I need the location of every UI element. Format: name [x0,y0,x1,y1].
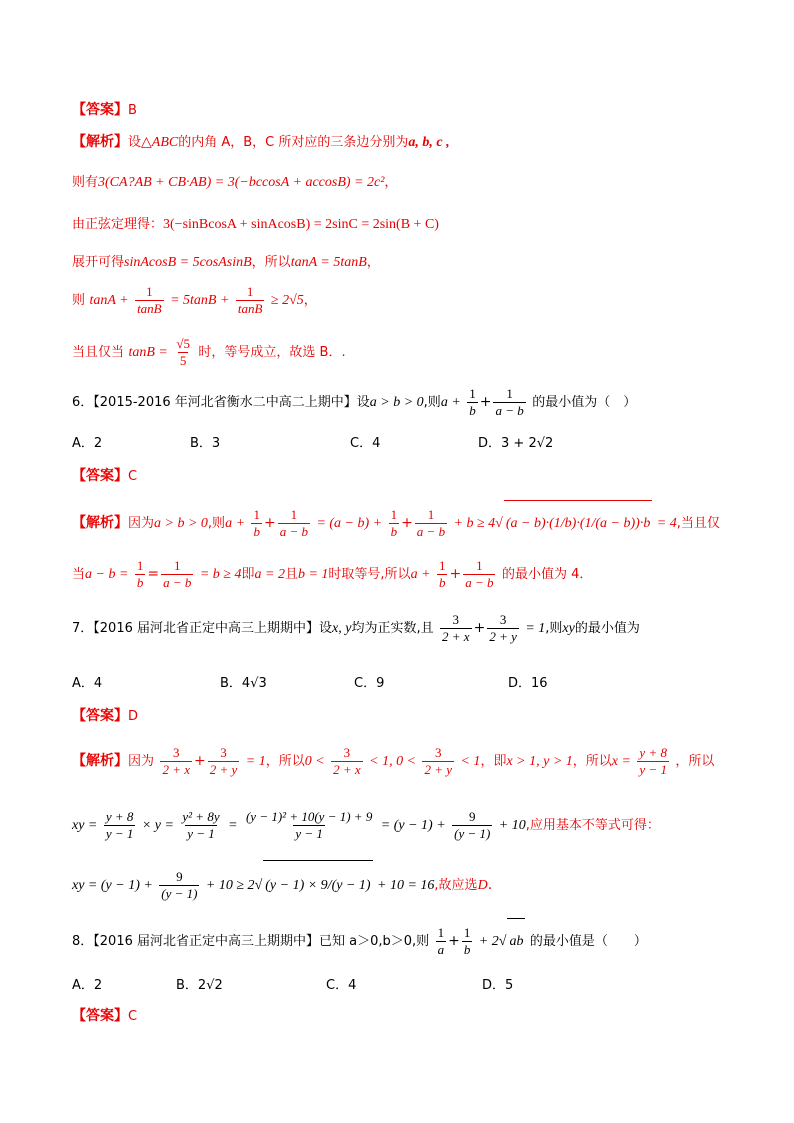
q6-analysis-line-2: 当a − b = $\frac{1}{b}$ = $\frac{1}{a - b}$ = b ≥ 4即a = 2且b = 1时取等号,所以a + $\frac{1}{b}$ + $\frac{1}{a - b}$ 的最小值为 4． [72,557,593,590]
q7-analysis-line-2: xy = $\frac{y + 8}{y - 1}$ × y = $\frac{\text{y² + 8y}}{y - 1}$ = $\frac{\text{(y − 1)² + 10(y − 1) + 9}}{y - 1}$ = (y − 1) + $\frac{9}{(y - 1)}$ + 10,应用基本不等式可得： [72,808,660,841]
option-c: C．4 [350,436,381,451]
q5-answer-line [72,100,137,121]
fraction: $\frac{1}{\tan B}$ [137,283,162,316]
q7-analysis-line-3: xy = (y − 1) + $\frac{9}{(y - 1)}$ + 10 ≥ 2√ (y − 1) × 9/(y − 1) + 10 = 16,故应选D. [72,860,492,911]
option-a: A．2 [72,978,103,993]
q5-analysis-line-4: 展开可得sinAcosB = 5cosAsinB，所以tanA = 5tanB， [72,255,380,270]
q6-stem: 6．【2015-2016 年河北省衡水二中高二上期中】设a > b > 0,则a + $\frac{1}{b}$ + $\frac{1}{a - b}$ 的最小值为（ ） [72,385,637,418]
q6-answer-line: 【答案】C [72,468,138,484]
q5-analysis-line-1: 【解析】设△ABC的内角 A，B，C 所对应的三条边分别为a, b, c , [72,134,450,150]
q5-analysis-line-3: 由正弦定理得：3(−sinBcosA + sinAcosB) = 2sinC = 2sin(B + C) [72,217,439,232]
option-d: D．16 [508,676,548,691]
option-b: B．4√3 [220,676,267,691]
answer-value: B [128,103,137,118]
fraction: $\frac{1}{b}$ [469,385,476,418]
q6-analysis-line-1: 【解析】因为a > b > 0,则a + $\frac{1}{b}$ + $\frac{1}{a - b}$ = (a − b) + $\frac{1}{b}$ + $\frac{1}{a - b}$ + b ≥ 4√ (a − b)·(1/b)·(1/(a − b))·b = 4,当且仅 [72,500,720,547]
option-b: B．2√2 [176,978,223,993]
fraction: $\frac{1}{a - b}$ [495,385,524,418]
q7-stem: 7．【2016 届河北省正定中高三上期期中】设x, y均为正实数,且 $\frac{3}{2 + x}$ + $\frac{3}{2 + y}$ = 1,则xy的最小值为 [72,611,640,644]
option-a: A．2 [72,436,103,451]
option-d: D．3 + 2√2 [478,436,554,451]
fraction: $\frac{√5}{5}$ [176,335,190,368]
option-c: C．9 [354,676,385,691]
q5-analysis-line-6: 当且仅当 tanB = $\frac{√5}{5}$ 时，等号成立，故选 B．. [72,335,346,368]
q5-analysis-line-2: 则有3(CA?AB + CB·AB) = 3(−bccosA + accosB) = 2c²， [72,175,398,190]
q8-answer-line: 【答案】C [72,1008,138,1024]
q7-answer-line: 【答案】D [72,708,139,724]
q5-analysis-line-5: 则 tanA + $\frac{1}{\tan B}$ = 5tanB + $\frac{1}{\tan B}$ ≥ 2√5， [72,283,317,316]
option-c: C．4 [326,978,357,993]
answer-label: 【答案】 [72,102,128,118]
fraction: $\frac{1}{\tan B}$ [237,283,263,316]
analysis-label: 【解析】 [72,134,128,150]
option-a: A．4 [72,676,103,691]
option-d: D．5 [482,978,514,993]
option-b: B．3 [190,436,221,451]
q8-stem: 8．【2016 届河北省正定中高三上期期中】已知 a＞0,b＞0,则 $\frac{1}{a}$ + $\frac{1}{b}$ + 2√ ab 的最小值是（ ） [72,918,647,965]
q7-analysis-line-1: 【解析】因为 $\frac{3}{2 + x}$ + $\frac{3}{2 + y}$ = 1，所以0 < $\frac{3}{2 + x}$ < 1, 0 < $\frac{3}{2 + y}$ < 1，即x > 1, y > 1，所以x = $\frac{y + 8}{y - 1}$ ，所以 [72,744,715,777]
